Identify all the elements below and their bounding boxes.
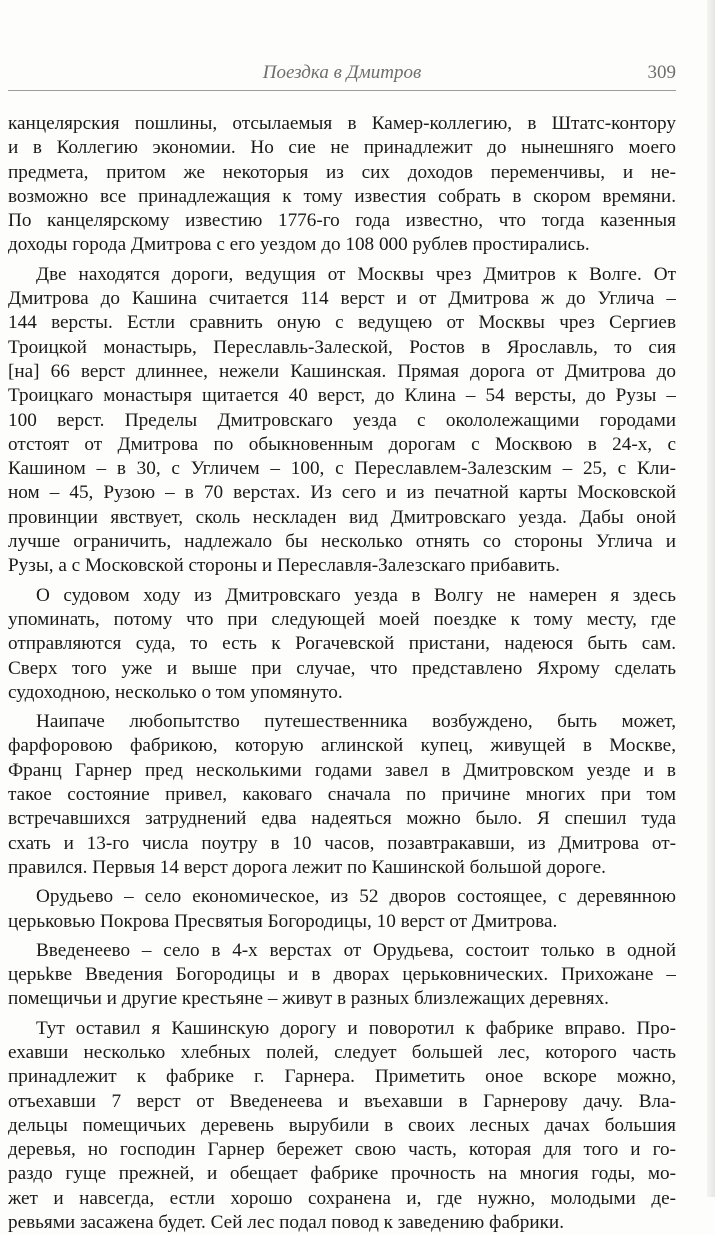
header-rule: [8, 90, 676, 91]
page-number: 309: [647, 62, 676, 83]
paragraph: [8, 112, 676, 258]
text-line: Троицкаго монастыря щитается 40 верст, до Клина – 54 версты, до Рузы –: [8, 385, 676, 407]
text-line: Тут оставил я Кашинскую дорогу и поворотил к фабрике вправо. Про-: [36, 1017, 676, 1039]
text-line: ехавши несколько хлебных полей, следует большей лес, которого часть: [8, 1041, 676, 1063]
text-line: церьkве Введения Богородицы и в дворах церьковнических. Прихожане –: [8, 964, 676, 986]
text-line: Троицкой монастырь, Переславль-Залеской, Ростов в Ярославль, то сия: [8, 336, 676, 358]
text-line: 100 верст. Пределы Дмитровскаго уезда с окололежащими городами: [8, 409, 676, 431]
text-line: По канцелярскому известию 1776-го года известно, что тогда казенныя: [8, 210, 676, 232]
text-line: Рузы, а с Московской стороны и Переславля-Залезскаго прибавить.: [8, 555, 560, 577]
text-line: такое состояние привел, каковаго сначала по причине многих при том: [8, 784, 676, 806]
paragraph: [8, 584, 676, 705]
text-line: Введенеево – село в 4-х верстах от Орудьева, состоит только в одной: [36, 939, 676, 961]
text-line: и в Коллегию экономии. Но сие не принадлежит до нынешняго моего: [8, 137, 676, 159]
text-line: ном – 45, Рузою – в 70 верстах. Из сего и из печатной карты Московской: [8, 482, 676, 504]
text-line: [на] 66 верст длиннее, нежели Кашинская. Прямая дорога от Дмитрова до: [8, 360, 676, 382]
text-line: провинции явствует, сколь нескладен вид Дмитровскаго уезда. Дабы оной: [8, 506, 676, 528]
body-text: [8, 112, 676, 1235]
text-line: принадлежит к фабрике г. Гарнера. Приметить оное вскоре можно,: [8, 1066, 676, 1088]
text-line: Сверх того уже и выше при случае, что представлено Яхрому сделать: [8, 657, 676, 679]
text-line: предмета, притом же некоторыя из сих доходов переменчивы, и не-: [8, 161, 676, 183]
text-line: Дмитрова до Кашина считается 114 верст и от Дмитрова ж до Углича –: [8, 288, 676, 310]
text-line: деревья, но господин Гарнер бережет свою часть, которая для того и го-: [8, 1139, 676, 1161]
page-edge-shadow: [707, 0, 715, 1197]
text-line: отстоят от Дмитрова по обыкновенным дорогам с Москвою в 24-х, с: [8, 433, 676, 455]
paragraph: [8, 939, 676, 1012]
paragraph: [8, 710, 676, 880]
text-line: правился. Первыя 14 верст дорога лежит по Кашинской большой дороге.: [8, 856, 606, 878]
text-line: схать и 13-го числа поутру в 10 часов, позавтракавши, из Дмитрова от-: [8, 832, 676, 854]
text-line: возможно все принадлежащия к тому известия собрать в скором времяни.: [8, 185, 676, 207]
text-line: упоминать, потому что при следующей моей поездке к тому месту, где: [8, 608, 676, 630]
text-line: церьковью Покрова Пресвятыя Богородицы, 10 верст от Дмитрова.: [8, 910, 558, 932]
text-line: Две находятся дороги, ведущия от Москвы чрез Дмитров к Волге. От: [36, 263, 676, 285]
text-line: лучше ограничить, надлежало бы несколько отнять со стороны Углича и: [8, 531, 676, 553]
text-line: Кашином – в 30, с Угличем – 100, с Переславлем-Залезским – 25, с Кли-: [8, 458, 676, 480]
text-line: фарфоровою фабрикою, которую аглинской купец, живущей в Москве,: [8, 735, 676, 757]
text-line: Наипаче любопытство путешественника возбуждено, быть может,: [36, 711, 676, 733]
text-line: встречавшихся затруднений едва надеяться можно было. Я спешил туда: [8, 808, 676, 830]
paragraph: [8, 1017, 676, 1235]
text-line: судоходною, несколько о том упомянуто.: [8, 681, 343, 703]
text-line: доходы города Дмитрова с его уездом до 108 000 рублев простирались.: [8, 234, 590, 256]
paragraph: [8, 263, 676, 579]
text-line: дельцы помещичьих деревень вырубили в своих лесных дачах большия: [8, 1114, 676, 1136]
text-line: раздо гуще прежней, и обещает фабрике прочность на многия годы, мо-: [8, 1163, 676, 1185]
text-line: Франц Гарнер пред несколькими годами завел в Дмитровском уезде и в: [8, 759, 676, 781]
text-line: отправляются суда, то есть к Рогачевской пристани, надеюся быть сам.: [8, 633, 676, 655]
running-title: Поездка в Дмитров: [262, 62, 422, 83]
text-line: помещичьи и другие крестьяне – живут в разных близлежащих деревнях.: [8, 988, 609, 1010]
text-line: 144 версты. Естли сравнить оную с ведущею от Москвы чрез Сергиев: [8, 312, 676, 334]
text-line: ревьями засажена будет. Сей лес подал повод к заведению фабрики.: [8, 1212, 564, 1234]
text-line: канцелярския пошлины, отсылаемыя в Камер-коллегию, в Штатс-контору: [8, 113, 676, 134]
text-line: отъехавши 7 верст от Введенеева и въехавши в Гарнерову дачу. Вла-: [8, 1090, 676, 1112]
text-line: О судовом ходу из Дмитровскаго уезда в Волгу не намерен я здесь: [36, 584, 676, 606]
text-line: жет и навсегда, естли хорошо сохранена и, где нужно, молодыми де-: [8, 1187, 676, 1209]
page-header: [8, 60, 676, 90]
paragraph: [8, 885, 676, 934]
text-line: Орудьево – село економическое, из 52 дворов состоящее, с деревянною: [36, 886, 676, 908]
